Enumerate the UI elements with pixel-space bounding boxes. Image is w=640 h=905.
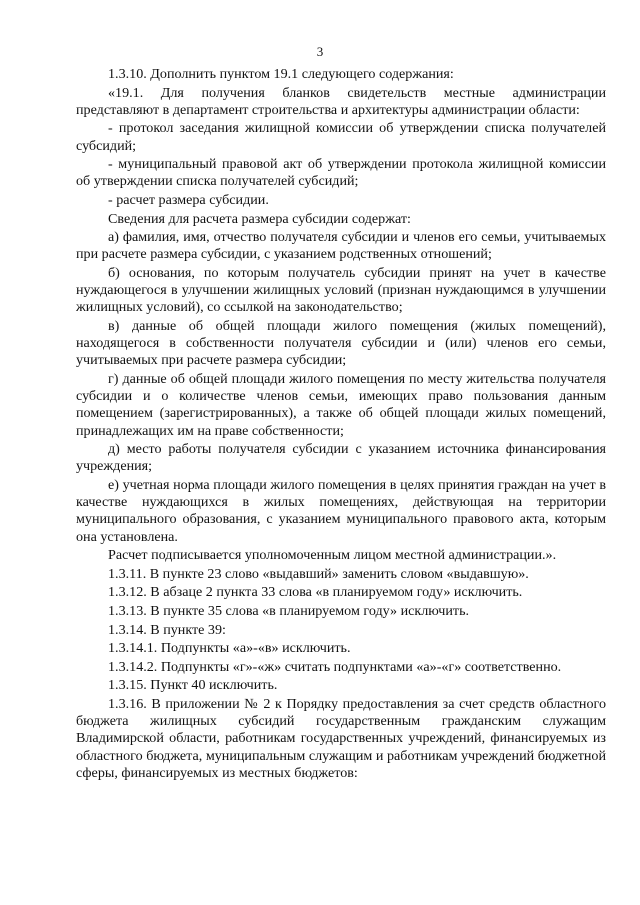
paragraph: б) основания, по которым получатель субсидии принят на учет в качестве нуждающегося в улучшении жилищных условий (признан нуждающимся в улучшении жилищных условий), со ссылкой на законодательство; <box>76 264 606 316</box>
paragraph: 1.3.14. В пункте 39: <box>108 621 226 638</box>
paragraph: 1.3.13. В пункте 35 слова «в планируемом году» исключить. <box>108 602 470 619</box>
paragraph: 1.3.12. В абзаце 2 пункта 33 слова «в планируемом году» исключить. <box>108 584 523 601</box>
paragraph: Расчет подписывается уполномоченным лицом местной администрации.». <box>108 547 557 564</box>
paragraph: а) фамилия, имя, отчество получателя субсидии и членов его семьи, учитываемых при расчете размера субсидии, с указанием родственных отношений; <box>76 229 606 263</box>
paragraph: г) данные об общей площади жилого помещения по месту жительства получателя субсидии и о количестве членов семьи, имеющих право пользования данным помещением (зарегистрированных), а также об общей площади жилых помещений, принадлежащих им на праве собственности; <box>76 370 606 439</box>
paragraph: - протокол заседания жилищной комиссии об утверждении списка получателей субсидий; <box>76 120 606 154</box>
paragraph: д) место работы получателя субсидии с указанием источника финансирования учреждения; <box>76 441 606 475</box>
paragraph: - муниципальный правовой акт об утверждении протокола жилищной комиссии об утверждении списка получателей субсидий; <box>76 156 606 190</box>
paragraph: - расчет размера субсидии. <box>108 191 269 208</box>
document-body <box>76 66 606 783</box>
paragraph: 1.3.14.1. Подпункты «а»-«в» исключить. <box>108 640 351 657</box>
paragraph: е) учетная норма площади жилого помещения в целях принятия граждан на учет в качестве нуждающихся в жилых помещениях, действующая на территории муниципального образования, с указанием муниципального правового акта, которым она установлена. <box>76 476 606 545</box>
paragraph: 1.3.14.2. Подпункты «г»-«ж» считать подпунктами «а»-«г» соответственно. <box>108 658 562 675</box>
paragraph: 1.3.10. Дополнить пунктом 19.1 следующего содержания: <box>108 66 454 82</box>
page-number: 3 <box>316 44 324 59</box>
paragraph: 1.3.16. В приложении № 2 к Порядку предоставления за счет средств областного бюджета жилищных субсидий государственным гражданским служащим Владимирской области, работникам государственных учреждений, финансируемых из областного бюджета, муниципальным служащим и работникам учреждений бюджетной сферы, финансируемых из местных бюджетов: <box>76 695 606 781</box>
paragraph: в) данные об общей площади жилого помещения (жилых помещений), находящегося в собственности получателя субсидии и (или) членов его семьи, учитываемых при расчете размера субсидии; <box>76 317 606 369</box>
paragraph: Сведения для расчета размера субсидии содержат: <box>108 210 411 227</box>
paragraph: «19.1. Для получения бланков свидетельств местные администрации представляют в департамент строительства и архитектуры администрации области: <box>76 84 606 118</box>
paragraph: 1.3.15. Пункт 40 исключить. <box>108 677 278 694</box>
paragraph: 1.3.11. В пункте 23 слово «выдавший» заменить словом «выдавшую». <box>108 565 529 582</box>
